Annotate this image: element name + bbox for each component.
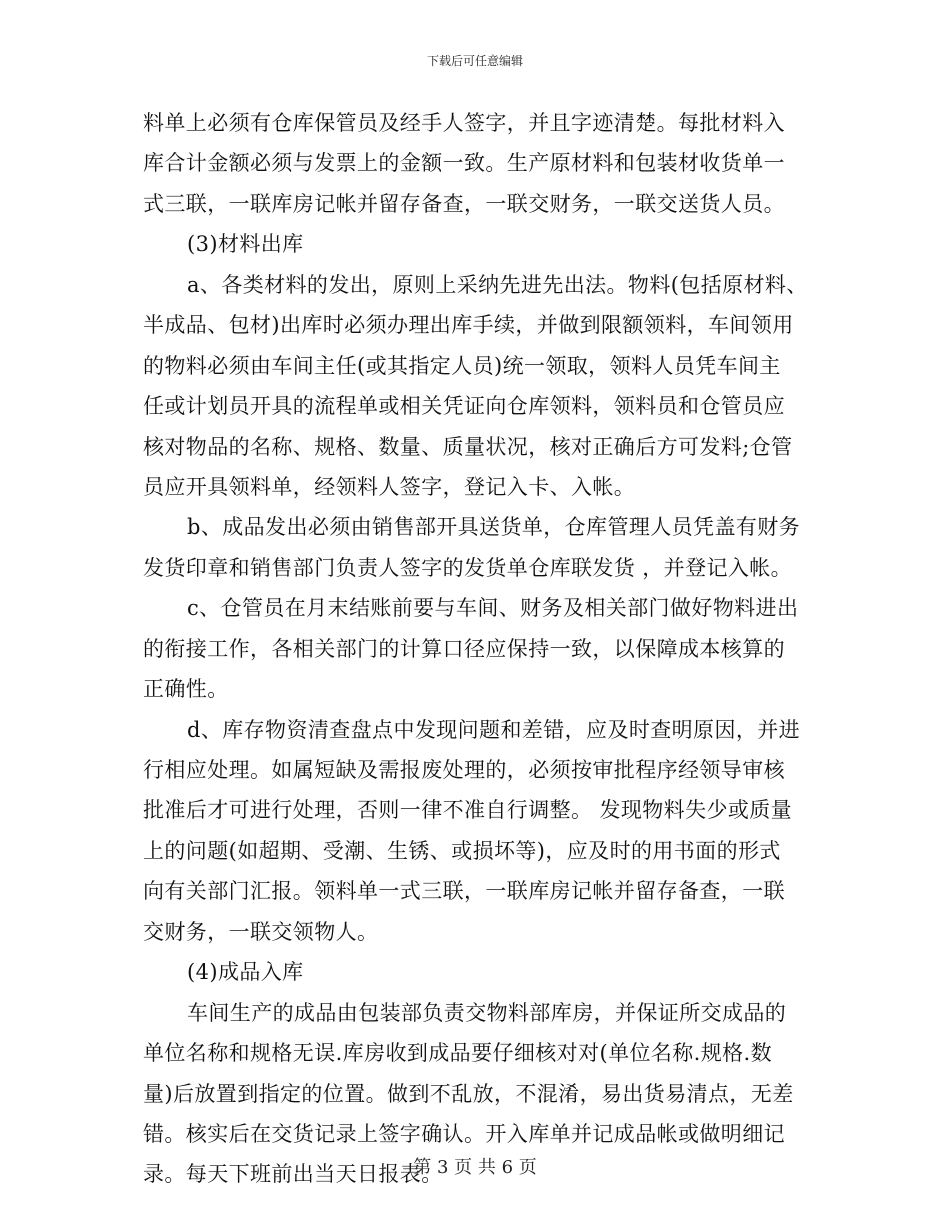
text-line: 正确性。 xyxy=(143,677,229,702)
text-line: c、仓管员在月末结账前要与车间、财务及相关部门做好物料进出 xyxy=(187,596,799,621)
text-line: 发货印章和销售部门负责人签字的发货单仓库联发货 ，并登记入帐。 xyxy=(143,555,793,580)
text-line: 上的问题(如超期、受潮、生锈、或损坏等)，应及时的用书面的形式 xyxy=(143,838,781,863)
text-line: 的衔接工作，各相关部门的计算口径应保持一致，以保障成本核算的 xyxy=(143,636,785,661)
text-line: 车间生产的成品由包装部负责交物料部库房，并保证所交成品的 xyxy=(187,1000,787,1025)
text-line: b、成品发出必须由销售部开具送货单，仓库管理人员凭盖有财务 xyxy=(187,515,801,540)
text-line: 错。核实后在交货记录上签字确认。开入库单并记成品帐或做明细记 xyxy=(143,1121,785,1146)
text-line: 库合计金额必须与发票上的金额一致。生产原材料和包装材收货单一 xyxy=(143,151,785,176)
text-line: (4)成品入库 xyxy=(187,960,304,985)
document-body xyxy=(143,103,808,1195)
text-line: a、各类材料的发出，原则上采纳先进先出法。物料(包括原材料、 xyxy=(187,272,808,297)
text-line: d、库存物资清查盘点中发现问题和差错，应及时查明原因，并进 xyxy=(187,717,801,742)
text-line: 向有关部门汇报。领料单一式三联，一联库房记帐并留存备查，一联 xyxy=(143,879,785,904)
text-line: 行相应处理。如属短缺及需报废处理的，必须按审批程序经领导审核 xyxy=(143,758,785,782)
text-line: 任或计划员开具的流程单或相关凭证向仓库领料，领料员和仓管员应 xyxy=(143,394,785,419)
page-number: 第 3 页 共 6 页 xyxy=(413,1157,537,1178)
text-line: 录。每天下班前出当天日报表。 xyxy=(143,1162,443,1187)
text-line: 式三联，一联库房记帐并留存备查，一联交财务，一联交送货人员。 xyxy=(143,191,785,216)
text-line: (3)材料出库 xyxy=(187,232,304,257)
text-line: 量)后放置到指定的位置。做到不乱放，不混淆，易出货易清点，无差 xyxy=(143,1081,794,1106)
text-line: 的物料必须由车间主任(或其指定人员)统一领取，领料人员凭车间主 xyxy=(143,353,781,378)
text-line: 交财务，一联交领物人。 xyxy=(143,919,379,944)
page-header: 下载后可任意编辑 xyxy=(426,54,523,68)
text-line: 单位名称和规格无误.库房收到成品要仔细核对对(单位名称.规格.数 xyxy=(143,1041,773,1066)
text-line: 员应开具领料单，经领料人签字，登记入卡、入帐。 xyxy=(143,474,636,499)
text-line: 料单上必须有仓库保管员及经手人签字，并且字迹清楚。每批材料入 xyxy=(143,111,785,135)
text-line: 核对物品的名称、规格、数量、质量状况，核对正确后方可发料;仓管 xyxy=(143,434,793,459)
text-line: 半成品、包材)出库时必须办理出库手续，并做到限额领料，车间领用 xyxy=(143,313,794,338)
text-line: 批准后才可进行处理，否则一律不准自行调整。 发现物料失少或质量 xyxy=(143,798,793,823)
